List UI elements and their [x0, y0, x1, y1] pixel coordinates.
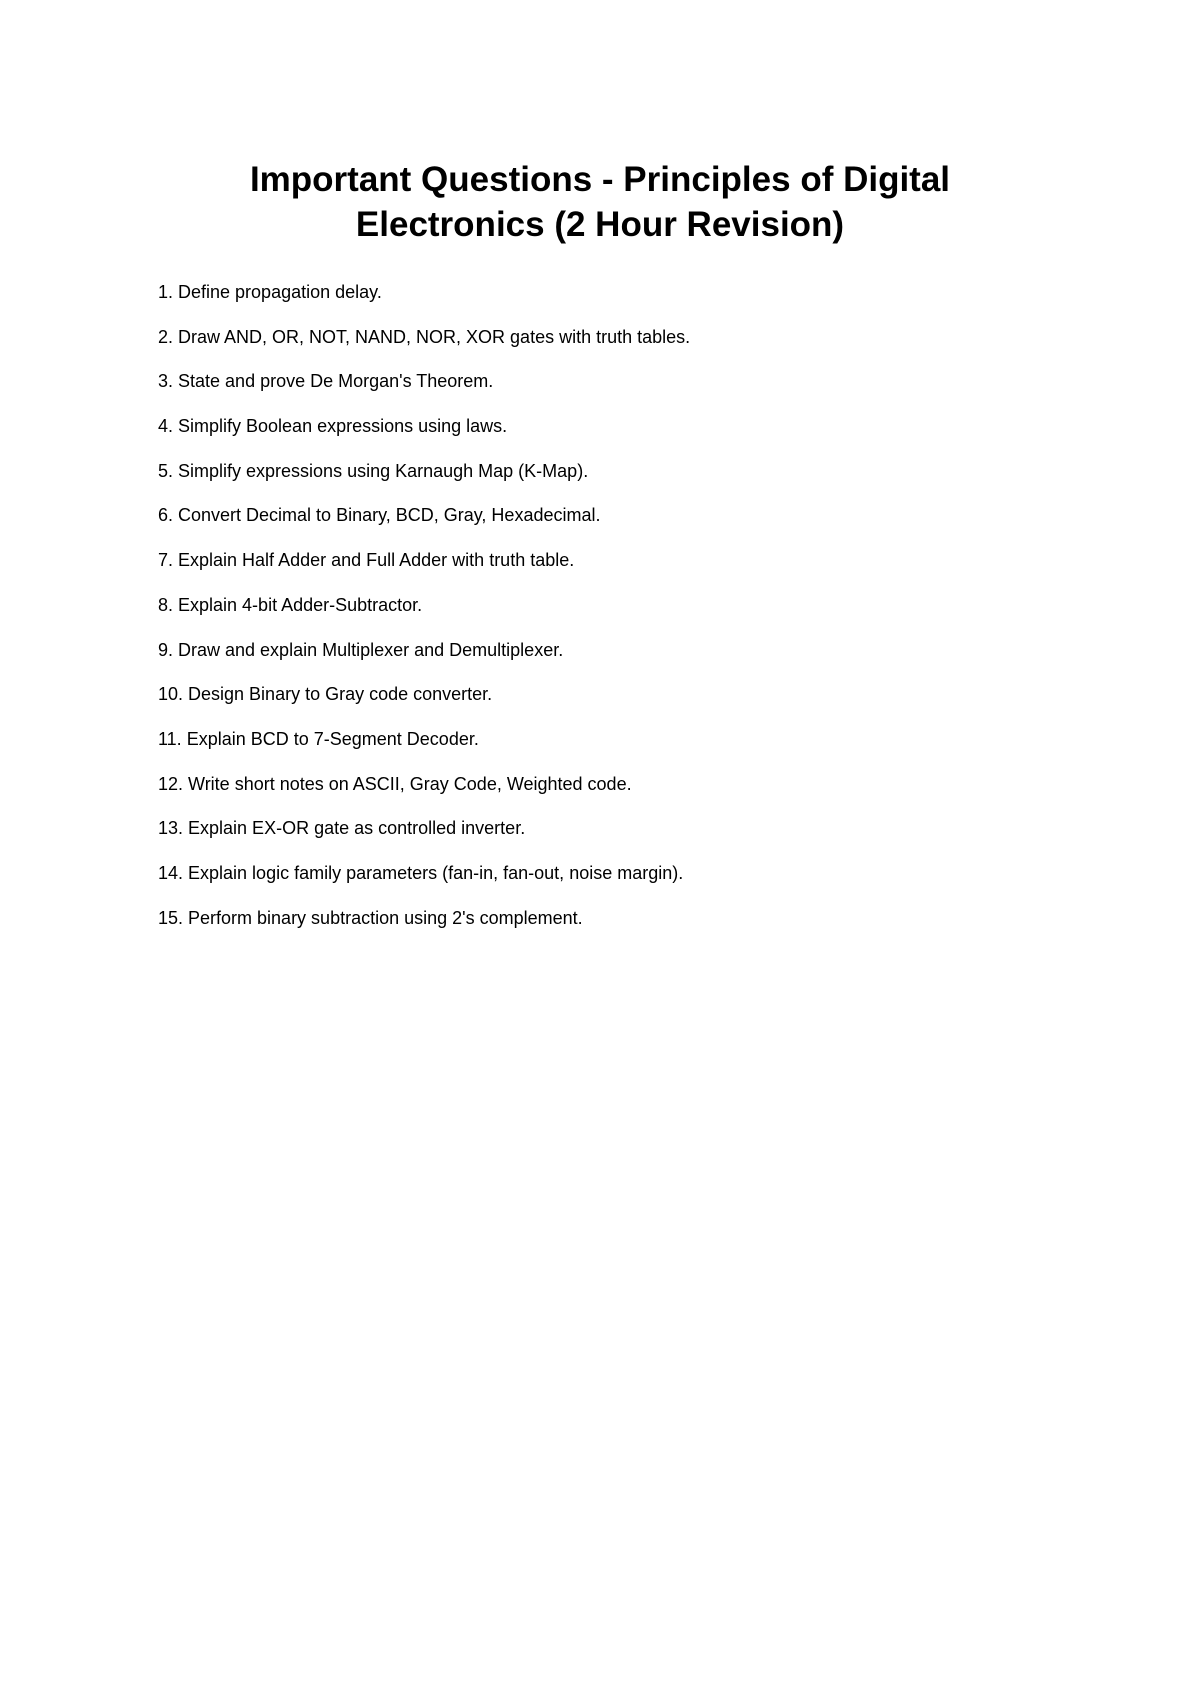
question-item: 13. Explain EX-OR gate as controlled inverter.	[158, 818, 526, 839]
question-item: 7. Explain Half Adder and Full Adder with truth table.	[158, 550, 575, 571]
question-list	[158, 280, 1058, 950]
question-item: 15. Perform binary subtraction using 2's complement.	[158, 907, 583, 928]
question-item: 12. Write short notes on ASCII, Gray Code, Weighted code.	[158, 773, 632, 794]
question-item: 10. Design Binary to Gray code converter.	[158, 684, 493, 705]
document-title	[150, 157, 1050, 247]
question-item: 1. Define propagation delay.	[158, 282, 382, 302]
question-item: 14. Explain logic family parameters (fan-in, fan-out, noise margin).	[158, 862, 684, 883]
question-item: 2. Draw AND, OR, NOT, NAND, NOR, XOR gates with truth tables.	[158, 326, 691, 347]
question-item: 4. Simplify Boolean expressions using laws.	[158, 416, 508, 437]
question-item: 3. State and prove De Morgan's Theorem.	[158, 371, 494, 392]
question-item: 9. Draw and explain Multiplexer and Demultiplexer.	[158, 639, 564, 660]
question-item: 8. Explain 4-bit Adder-Subtractor.	[158, 594, 423, 615]
question-item: 11. Explain BCD to 7-Segment Decoder.	[158, 728, 479, 749]
question-item: 6. Convert Decimal to Binary, BCD, Gray, Hexadecimal.	[158, 505, 601, 526]
title-line-1: Important Questions - Principles of Digital	[249, 160, 951, 199]
question-item: 5. Simplify expressions using Karnaugh Map (K-Map).	[158, 460, 589, 481]
title-line-2: Electronics (2 Hour Revision)	[355, 205, 845, 244]
